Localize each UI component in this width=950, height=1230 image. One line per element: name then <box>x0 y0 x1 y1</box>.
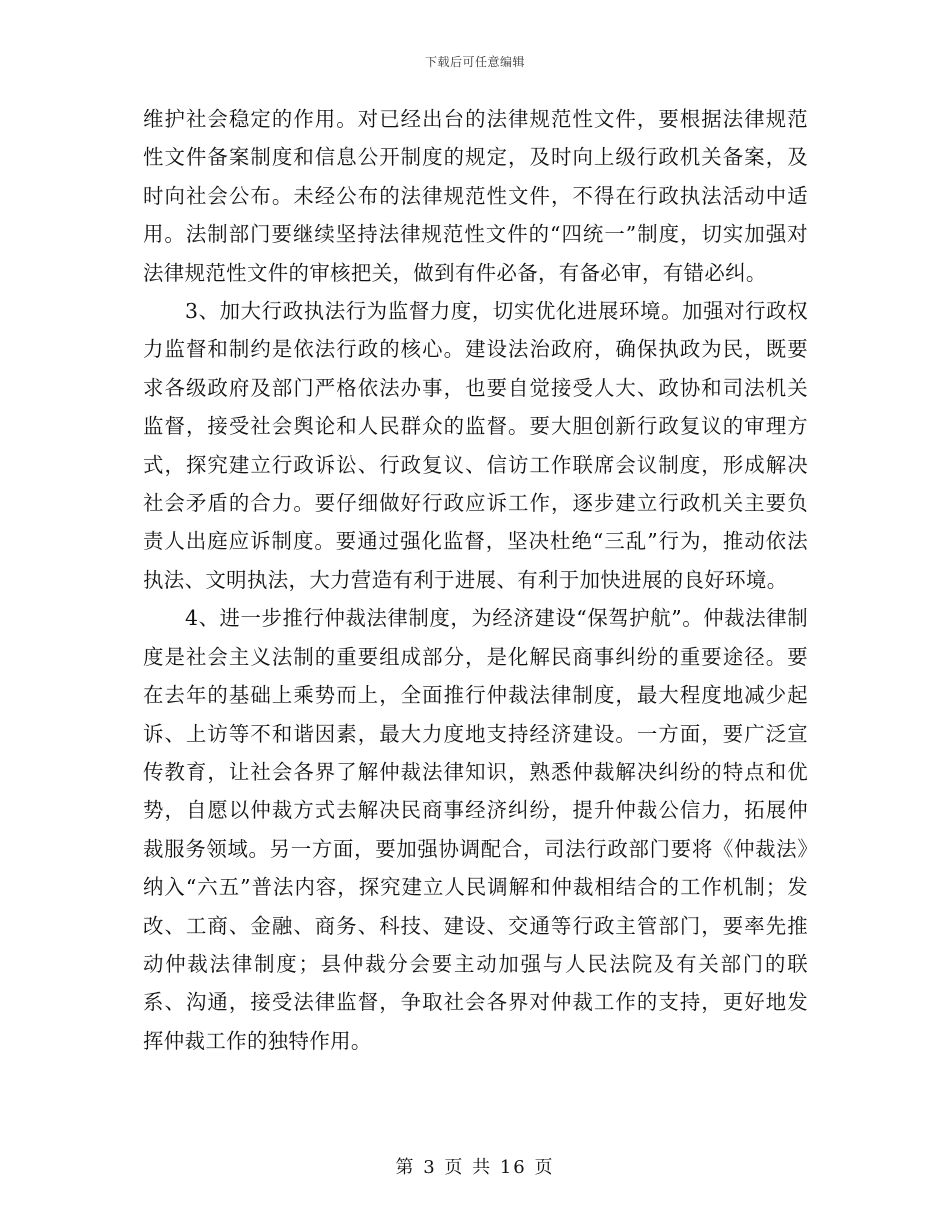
paragraph-section-3: 3、加大行政执法行为监督力度，切实优化进展环境。加强对行政权力监督和制约是依法行政的核心。建设法治政府，确保执政为民，既要求各级政府及部门严格依法办事，也要自觉接受人大、政协和司法机关监督，接受社会舆论和人民群众的监督。要大胆创新行政复议的审理方式，探究建立行政诉讼、行政复议、信访工作联席会议制度，形成解决社会矛盾的合力。要仔细做好行政应诉工作，逐步建立行政机关主要负责人出庭应诉制度。要通过强化监督，坚决杜绝“三乱”行为，推动依法执法、文明执法，大力营造有利于进展、有利于加快进展的良好环境。 <box>143 299 808 592</box>
page-header: 下载后可任意编辑 <box>424 55 525 69</box>
paragraph-section-4: 4、进一步推行仲裁法律制度，为经济建设“保驾护航”。仲裁法律制度是社会主义法制的重要组成部分，是化解民商事纠纷的重要途径。要在去年的基础上乘势而上，全面推行仲裁法律制度，最大程度地减少起诉、上访等不和谐因素，最大力度地支持经济建设。一方面，要广泛宣传教育，让社会各界了解仲裁法律知识，熟悉仲裁解决纠纷的特点和优势，自愿以仲裁方式去解决民商事经济纠纷，提升仲裁公信力，拓展仲裁服务领域。另一方面，要加强协调配合，司法行政部门要将《仲裁法》纳入“六五”普法内容，探究建立人民调解和仲裁相结合的工作机制；发改、工商、金融、商务、科技、建设、交通等行政主管部门，要率先推动仲裁法律制度；县仲裁分会要主动加强与人民法院及有关部门的联系、沟通，接受法律监督，争取社会各界对仲裁工作的支持，更好地发挥仲裁工作的独特作用。 <box>143 606 808 1053</box>
page-number-footer: 第 3 页 共 16 页 <box>395 1157 555 1178</box>
paragraph-continuation: 维护社会稳定的作用。对已经出台的法律规范性文件，要根据法律规范性文件备案制度和信息公开制度的规定，及时向上级行政机关备案，及时向社会公布。未经公布的法律规范性文件，不得在行政执法活动中适用。法制部门要继续坚持法律规范性文件的“四统一”制度，切实加强对法律规范性文件的审核把关，做到有件必备，有备必审，有错必纠。 <box>143 107 808 285</box>
document-body <box>143 100 808 1060</box>
